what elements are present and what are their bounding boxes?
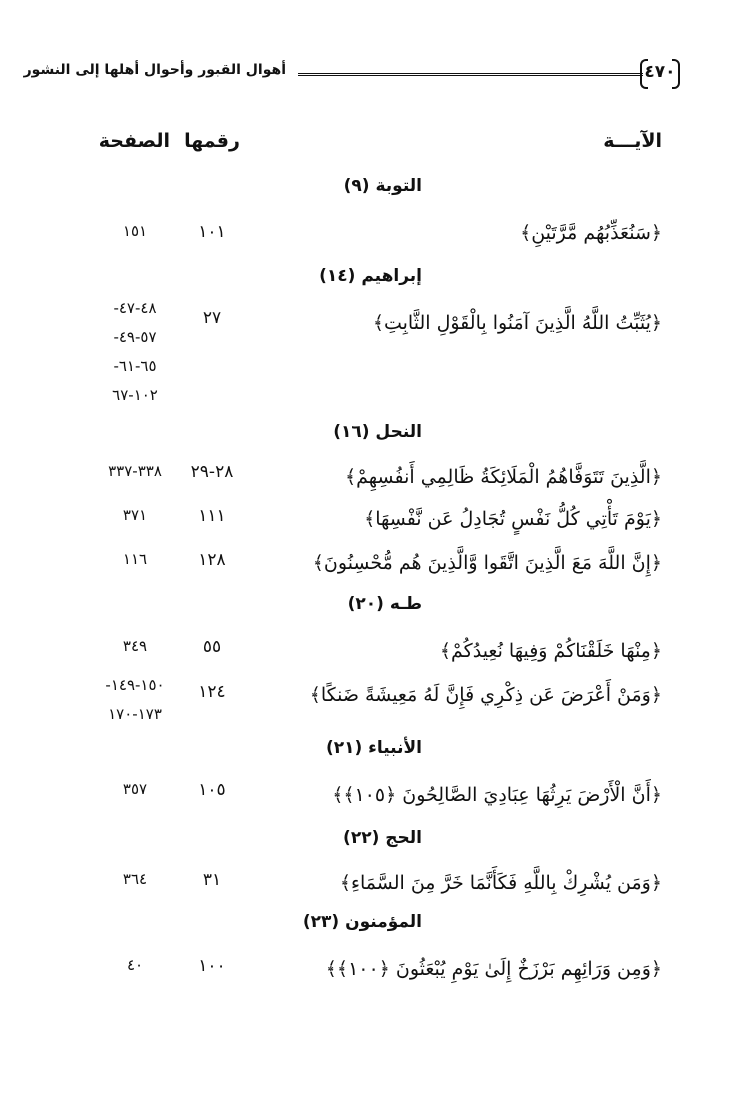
ayah-text: ﴿يَوْمَ تَأْتِي كُلُّ نَفْسٍ تُجَادِلُ عَن نَّفْسِهَا﴾ xyxy=(364,508,662,530)
page-ref: -٤٨-٤٧ xyxy=(113,299,157,317)
page-refs xyxy=(80,951,190,980)
running-header-title: أهوال القبور وأحوال أهلها إلى النشور xyxy=(23,62,286,78)
bracket-right xyxy=(672,59,680,89)
page-ref: ٣٥٧ xyxy=(122,780,148,798)
ayah-text: ﴿مِنْهَا خَلَقْنَاكُمْ وَفِيهَا نُعِيدُكُمْ﴾ xyxy=(439,640,662,662)
page-refs xyxy=(80,865,190,894)
page-ref: ٣٤٩ xyxy=(122,637,148,655)
ayah-number: ١١١ xyxy=(198,506,226,526)
surah-heading: النحل (١٦) xyxy=(333,422,422,442)
page-refs xyxy=(80,671,190,729)
column-header-ayah: الآيـــة xyxy=(603,130,662,152)
ayah-number: ٥٥ xyxy=(202,637,222,657)
page-refs xyxy=(80,217,190,246)
ayah-text: ﴿وَمِن وَرَائِهِم بَرْزَخٌ إِلَىٰ يَوْمِ يُبْعَثُونَ ﴿١٠٠﴾﴾ xyxy=(325,958,662,980)
surah-heading: طـه (٢٠) xyxy=(347,594,422,614)
ayah-text: ﴿أَنَّ الْأَرْضَ يَرِثُهَا عِبَادِيَ الصَّالِحُونَ ﴿١٠٥﴾﴾ xyxy=(332,784,662,806)
ayah-number: ٣١ xyxy=(202,870,222,890)
header-rule xyxy=(298,73,643,76)
page-ref: ١٠٢-٦٧ xyxy=(112,386,158,404)
page-number xyxy=(640,57,680,87)
page-refs xyxy=(80,775,190,804)
page-refs xyxy=(80,545,190,574)
ayah-number: ١٠١ xyxy=(198,222,226,242)
ayah-number: ٢٧ xyxy=(202,308,222,328)
page-refs xyxy=(80,501,190,530)
surah-heading: التوبة (٩) xyxy=(343,176,422,196)
ayah-number: ١٢٨ xyxy=(198,550,226,570)
page-ref: ١٧٣-١٧٠ xyxy=(108,705,162,723)
surah-heading: المؤمنون (٢٣) xyxy=(302,912,422,932)
page-ref: ٣٧١ xyxy=(122,506,148,524)
ayah-number: ١٢٤ xyxy=(198,682,226,702)
page-ref: -٥٧-٤٩ xyxy=(113,328,157,346)
page-ref: ٣٦٤ xyxy=(122,870,148,888)
ayah-text: ﴿الَّذِينَ تَتَوَفَّاهُمُ الْمَلَائِكَةُ ظَالِمِي أَنفُسِهِمْ﴾ xyxy=(345,466,662,488)
ayah-number: ١٠٠ xyxy=(198,956,226,976)
ayah-text: ﴿يُثَبِّتُ اللَّهُ الَّذِينَ آمَنُوا بِالْقَوْلِ الثَّابِتِ﴾ xyxy=(372,312,662,334)
page-number-text: ٤٧٠ xyxy=(644,62,676,82)
ayah-text: ﴿وَمَنْ أَعْرَضَ عَن ذِكْرِي فَإِنَّ لَهُ مَعِيشَةً ضَنكًا﴾ xyxy=(309,684,662,706)
ayah-text: ﴿إِنَّ اللَّهَ مَعَ الَّذِينَ اتَّقَوا وَّالَّذِينَ هُم مُّحْسِنُونَ﴾ xyxy=(312,552,662,574)
column-header-page: الصفحة xyxy=(98,130,170,152)
ayah-text: ﴿وَمَن يُشْرِكْ بِاللَّهِ فَكَأَنَّمَا خَرَّ مِنَ السَّمَاءِ﴾ xyxy=(339,872,662,894)
page-ref: ٣٣٨-٣٣٧ xyxy=(108,462,162,480)
ayah-number: ٢٨-٢٩ xyxy=(190,462,234,482)
ayah-text: ﴿سَنُعَذِّبُهُم مَّرَّتَيْنِ﴾ xyxy=(520,222,662,244)
page-refs xyxy=(80,294,190,410)
page-ref: ١٥١ xyxy=(122,222,148,240)
column-header-number: رقمها xyxy=(184,130,240,152)
surah-heading: الأنبياء (٢١) xyxy=(325,738,422,758)
page-refs xyxy=(80,457,190,486)
surah-heading: إبراهيم (١٤) xyxy=(319,266,422,286)
ayah-number: ١٠٥ xyxy=(198,780,226,800)
surah-heading: الحج (٢٢) xyxy=(343,828,422,848)
page-ref: ١١٦ xyxy=(122,550,148,568)
page-ref: ٤٠ xyxy=(126,956,144,974)
page-ref: -١٥٠-١٤٩ xyxy=(105,676,165,694)
page-ref: -٦٥-٦١ xyxy=(113,357,157,375)
page-refs xyxy=(80,632,190,661)
